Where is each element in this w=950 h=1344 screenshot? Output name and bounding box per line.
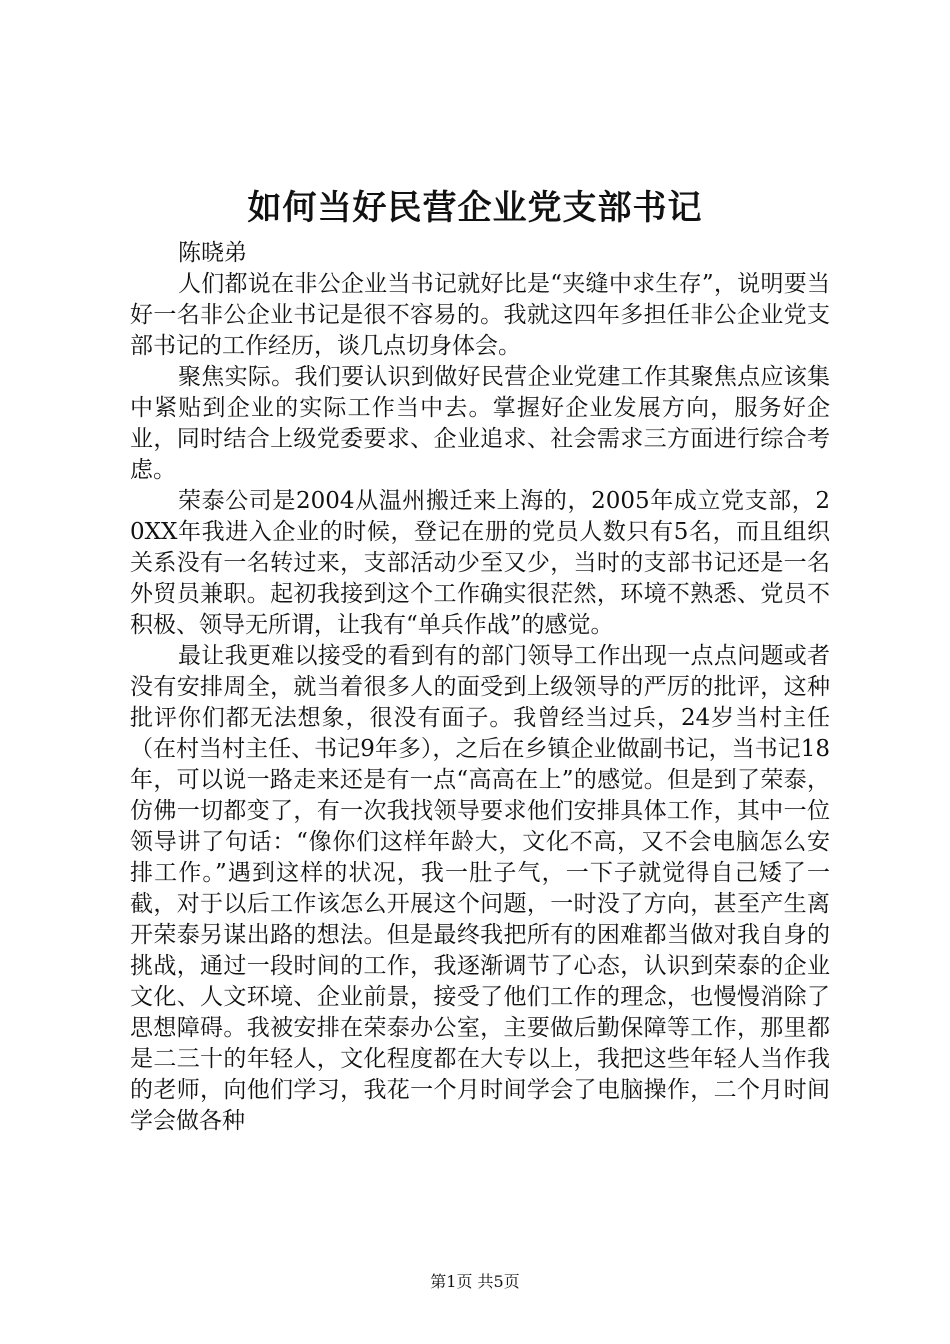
paragraph: 聚焦实际。我们要认识到做好民营企业党建工作其聚焦点应该集中紧贴到企业的实际工作当中去。掌握好企业发展方向，服务好企业，同时结合上级党委要求、企业追求、社会需求三方面进行综合考虑。 — [130, 364, 830, 483]
document-title: 如何当好民营企业党支部书记 — [247, 188, 703, 228]
page-number-footer: 第1页 共5页 — [430, 1272, 520, 1291]
paragraph: 最让我更难以接受的看到有的部门领导工作出现一点点问题或者没有安排周全，就当着很多人的面受到上级领导的严厉的批评，这种批评你们都无法想象，很没有面子。我曾经当过兵，24岁当村主任（在村当村主任、书记9年多），之后在乡镇企业做副书记，当书记18年，可以说一路走来还是有一点“高高在上”的感觉。但是到了荣泰，仿佛一切都变了，有一次我找领导要求他们安排具体工作，其中一位领导讲了句话：“像你们这样年龄大，文化不高，又不会电脑怎么安排工作。”遇到这样的状况，我一肚子气，一下子就觉得自己矮了一截，对于以后工作该怎么开展这个问题，一时没了方向，甚至产生离开荣泰另谋出路的想法。但是最终我把所有的困难都当做对我自身的挑战，通过一段时间的工作，我逐渐调节了心态，认识到荣泰的企业文化、人文环境、企业前景，接受了他们工作的理念，也慢慢消除了思想障碍。我被安排在荣泰办公室，主要做后勤保障等工作，那里都是二三十的年轻人，文化程度都在大专以上，我把这些年轻人当作我的老师，向他们学习，我花一个月时间学会了电脑操作，二个月时间学会做各种 — [130, 643, 830, 1134]
document-body — [130, 238, 830, 1137]
paragraph: 荣泰公司是2004从温州搬迁来上海的，2005年成立党支部，20XX年我进入企业的时候，登记在册的党员人数只有5名，而且组织关系没有一名转过来，支部活动少至又少，当时的支部书记还是一名外贸员兼职。起初我接到这个工作确实很茫然，环境不熟悉、党员不积极、领导无所谓，让我有“单兵作战”的感觉。 — [130, 488, 830, 638]
paragraph: 人们都说在非公企业当书记就好比是“夹缝中求生存”，说明要当好一名非公企业书记是很不容易的。我就这四年多担任非公企业党支部书记的工作经历，谈几点切身体会。 — [130, 271, 830, 359]
author-name: 陈晓弟 — [178, 240, 247, 266]
